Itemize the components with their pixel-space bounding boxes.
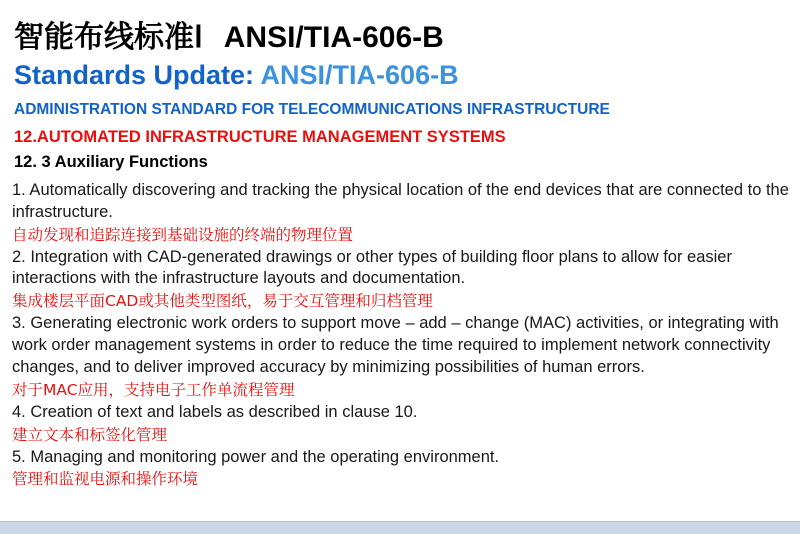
- list-item-english: 5. Managing and monitoring power and the operating environment.: [12, 447, 500, 466]
- title-chinese-text: 智能布线标准: [14, 20, 194, 55]
- slide-subtitle: [14, 60, 459, 91]
- list-item-chinese: 建立文本和标签化管理: [12, 425, 168, 444]
- list-item-chinese: 管理和监视电源和操作环境: [12, 470, 199, 489]
- list-item-english: 2. Integration with CAD-generated drawings or other types of building floor plans to allow for easier interactions with the infrastructure layouts and documentation.: [12, 247, 732, 288]
- title-roman-numeral: Ⅰ: [194, 21, 203, 54]
- section-heading-black: 12. 3 Auxiliary Functions: [14, 153, 208, 171]
- footer-bar: [0, 521, 800, 534]
- body-content: [12, 180, 790, 492]
- list-item-chinese: 集成楼层平面CAD或其他类型图纸，易于交互管理和归档管理: [12, 292, 433, 311]
- standard-description-line: ADMINISTRATION STANDARD FOR TELECOMMUNICATIONS INFRASTRUCTURE: [14, 101, 610, 118]
- subtitle-standard-code: ANSI/TIA-606-B: [260, 60, 459, 90]
- slide-title-chinese: [14, 12, 444, 56]
- list-item-chinese: 自动发现和追踪连接到基础设施的终端的物理位置: [12, 225, 354, 244]
- subtitle-lead-text: Standards Update:: [14, 60, 255, 90]
- list-item-english: 1. Automatically discovering and tracking the physical location of the end devices that are connected to the infrastructure.: [12, 181, 789, 221]
- list-item-english: 4. Creation of text and labels as described in clause 10.: [12, 402, 418, 421]
- list-item-chinese: 对于MAC应用，支持电子工作单流程管理: [12, 380, 295, 399]
- section-heading-red: 12.AUTOMATED INFRASTRUCTURE MANAGEMENT SYSTEMS: [14, 128, 506, 146]
- list-item-english: 3. Generating electronic work orders to support move – add – change (MAC) activities, or integrating with work order management systems in order to reduce the time required to implement network connectivity changes, and to deliver improved accuracy by minimizing possibilities of human errors.: [12, 314, 779, 376]
- title-standard-code: ANSI/TIA-606-B: [223, 21, 444, 54]
